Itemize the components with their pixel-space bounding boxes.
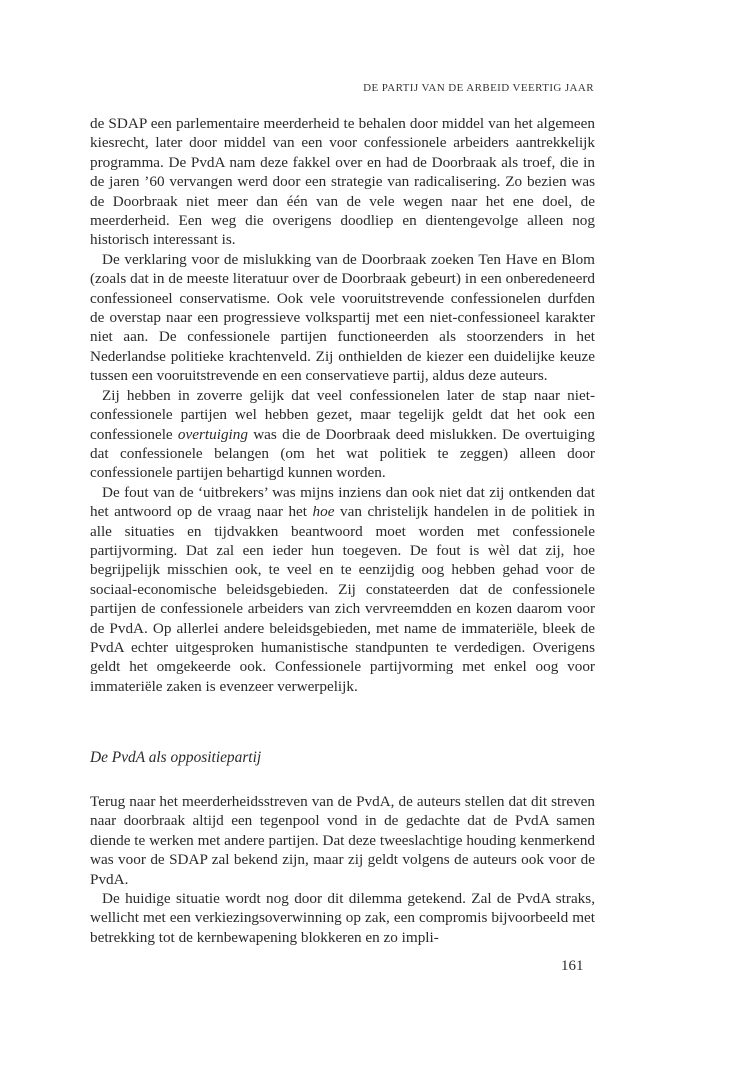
section-paragraph-2: De huidige situatie wordt nog door dit dilemma getekend. Zal de PvdA straks, wellicht met een verkiezingsoverwinning op zak, een compromis bijvoorbeeld met betrekking tot de kernbewapening blokkeren en zo impli- <box>90 890 595 946</box>
paragraph-4 <box>90 483 595 696</box>
paragraph-4-part-1: De fout van de ‘uitbrekers’ was mijns inziens dan ook niet dat zij ontkenden dat het antwoord op de vraag naar het <box>90 483 595 521</box>
paragraph-3-emphasis: overtuiging <box>177 425 248 443</box>
paragraph-4-emphasis: hoe <box>312 503 335 521</box>
paragraph-2: De verklaring voor de mislukking van de Doorbraak zoeken Ten Have en Blom (zoals dat in de meeste literatuur over de Doorbraak gebeurt) in een onberedeneerd confessioneel conservatisme. Ook vele vooruitstrevende confessionelen durfden de overstap naar een progressieve volkspartij met een niet-confessioneel karakter niet aan. De confessionele partijen functioneerden als stoorzenders in het Nederlandse politieke krachtenveld. Zij onthielden de kiezer een duidelijke keuze tussen een vooruitstrevende en een conservatieve partij, aldus deze auteurs. <box>90 250 595 385</box>
section-paragraph-1: Terug naar het meerderheidsstreven van de PvdA, de auteurs stellen dat dit streven naar doorbraak altijd een tegenpool vond in de gedachte dat de PvdA samen diende te werken met andere partijen. Dat deze tweeslachtige houding kenmerkend was voor de SDAP zal bekend zijn, maar zij geldt volgens de auteurs ook voor de PvdA. <box>90 793 595 888</box>
paragraph-3 <box>90 386 595 483</box>
main-text-block <box>90 114 595 696</box>
running-header: DE PARTIJ VAN DE ARBEID VEERTIG JAAR <box>363 82 594 94</box>
paragraph-3-part-1: Zij hebben in zoverre gelijk dat veel confessionelen later de stap naar niet-confessionele partijen wel hebben gezet, maar tegelijk geldt dat het ook een confessionele <box>90 386 595 443</box>
paragraph-1: de SDAP een parlementaire meerderheid te behalen door middel van het algemeen kiesrecht, later door middel van een voor confessionele arbeiders aantrekkelijk programma. De PvdA nam deze fakkel over en had de Doorbraak als troef, die in de jaren ’60 vervangen werd door een strategie van radicalisering. Zo bezien was de Doorbraak niet meer dan één van de vele wegen naar het ene doel, de meerderheid. Een weg die overigens doodliep en dientengevolge alleen nog historisch interessant is. <box>90 115 595 249</box>
section-text-block <box>90 792 595 947</box>
section-heading: De PvdA als oppositiepartij <box>90 749 262 766</box>
paragraph-4-part-2: van christelijk handelen in de politiek in alle situaties en tijdvakken beantwoord moet worden met confessionele partijvorming. Dat zal een ieder hun toegeven. De fout is wèl dat zij, hoe begrijpelijk misschien ook, te veel en te eenzijdig oog hebben gehad voor de sociaal-economische beleidsgebieden. Zij constateerden dat de confessionele partijen de confessionele arbeiders van zich vervreemdden en kozen daarom voor de PvdA. Op allerlei andere beleidsgebieden, met name de immateriële, bleek de PvdA echter uitgesproken humanistische standpunten te verdedigen. Overigens geldt het omgekeerde ook. Confessionele partijvorming met enkel oog voor immateriële zaken is evenzeer verwerpelijk. <box>90 503 596 695</box>
paragraph-3-part-2: was die de Doorbraak deed mislukken. De overtuiging dat confessionele belangen (om het wat politiek te zeggen) alleen door confessionele partijen behartigd kunnen worden. <box>90 425 595 482</box>
page-number: 161 <box>561 958 584 974</box>
